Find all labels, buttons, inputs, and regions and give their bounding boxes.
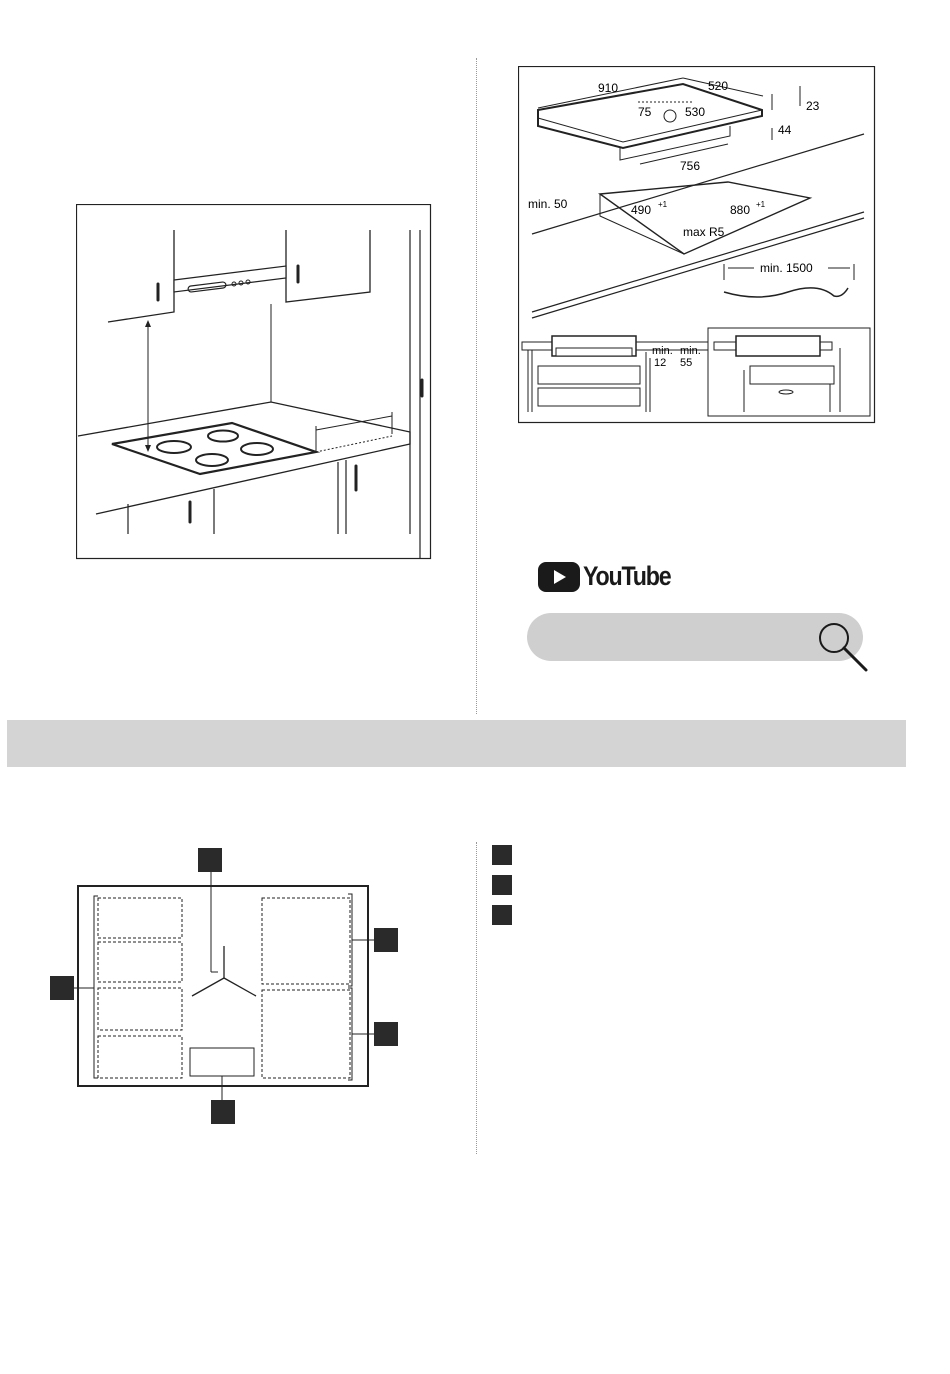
legend-marker — [492, 845, 512, 865]
magnifier-icon[interactable] — [812, 618, 870, 676]
callout-marker — [374, 928, 398, 952]
dim-490-tol: +1 — [658, 200, 668, 209]
hob-layout-diagram — [48, 846, 398, 1124]
dim-min-a: min. — [652, 345, 673, 357]
column-divider — [476, 58, 477, 714]
dim-44: 44 — [778, 123, 792, 137]
dim-width: 910 — [598, 81, 619, 95]
dim-cable: min. 1500 — [760, 261, 813, 275]
callout-marker — [198, 848, 222, 872]
legend-marker — [492, 875, 512, 895]
dim-75: 75 — [638, 105, 652, 119]
callout-marker — [211, 1100, 235, 1124]
dim-880: 880 — [730, 203, 751, 217]
dim-490: 490 — [631, 203, 652, 217]
callout-marker — [374, 1022, 398, 1046]
column-divider-bottom — [476, 842, 477, 1154]
cutout-dimensions-diagram — [518, 66, 876, 424]
kitchen-installation-diagram — [76, 204, 432, 560]
dim-23: 23 — [806, 99, 820, 113]
play-icon — [538, 562, 580, 592]
dim-55: 55 — [680, 357, 693, 369]
dim-radius: max R5 — [683, 225, 725, 239]
dim-530: 530 — [685, 105, 706, 119]
dim-12: 12 — [654, 357, 667, 369]
youtube-wordmark: YouTube — [583, 561, 671, 591]
callout-marker — [50, 976, 74, 1000]
section-header-band — [7, 720, 906, 767]
dim-min-50: min. 50 — [528, 197, 568, 211]
dim-880-tol: +1 — [756, 200, 766, 209]
youtube-logo[interactable] — [538, 561, 685, 592]
dim-depth: 520 — [708, 79, 729, 93]
dim-min-b: min. — [680, 345, 701, 357]
legend-marker — [492, 905, 512, 925]
dim-756: 756 — [680, 159, 701, 173]
